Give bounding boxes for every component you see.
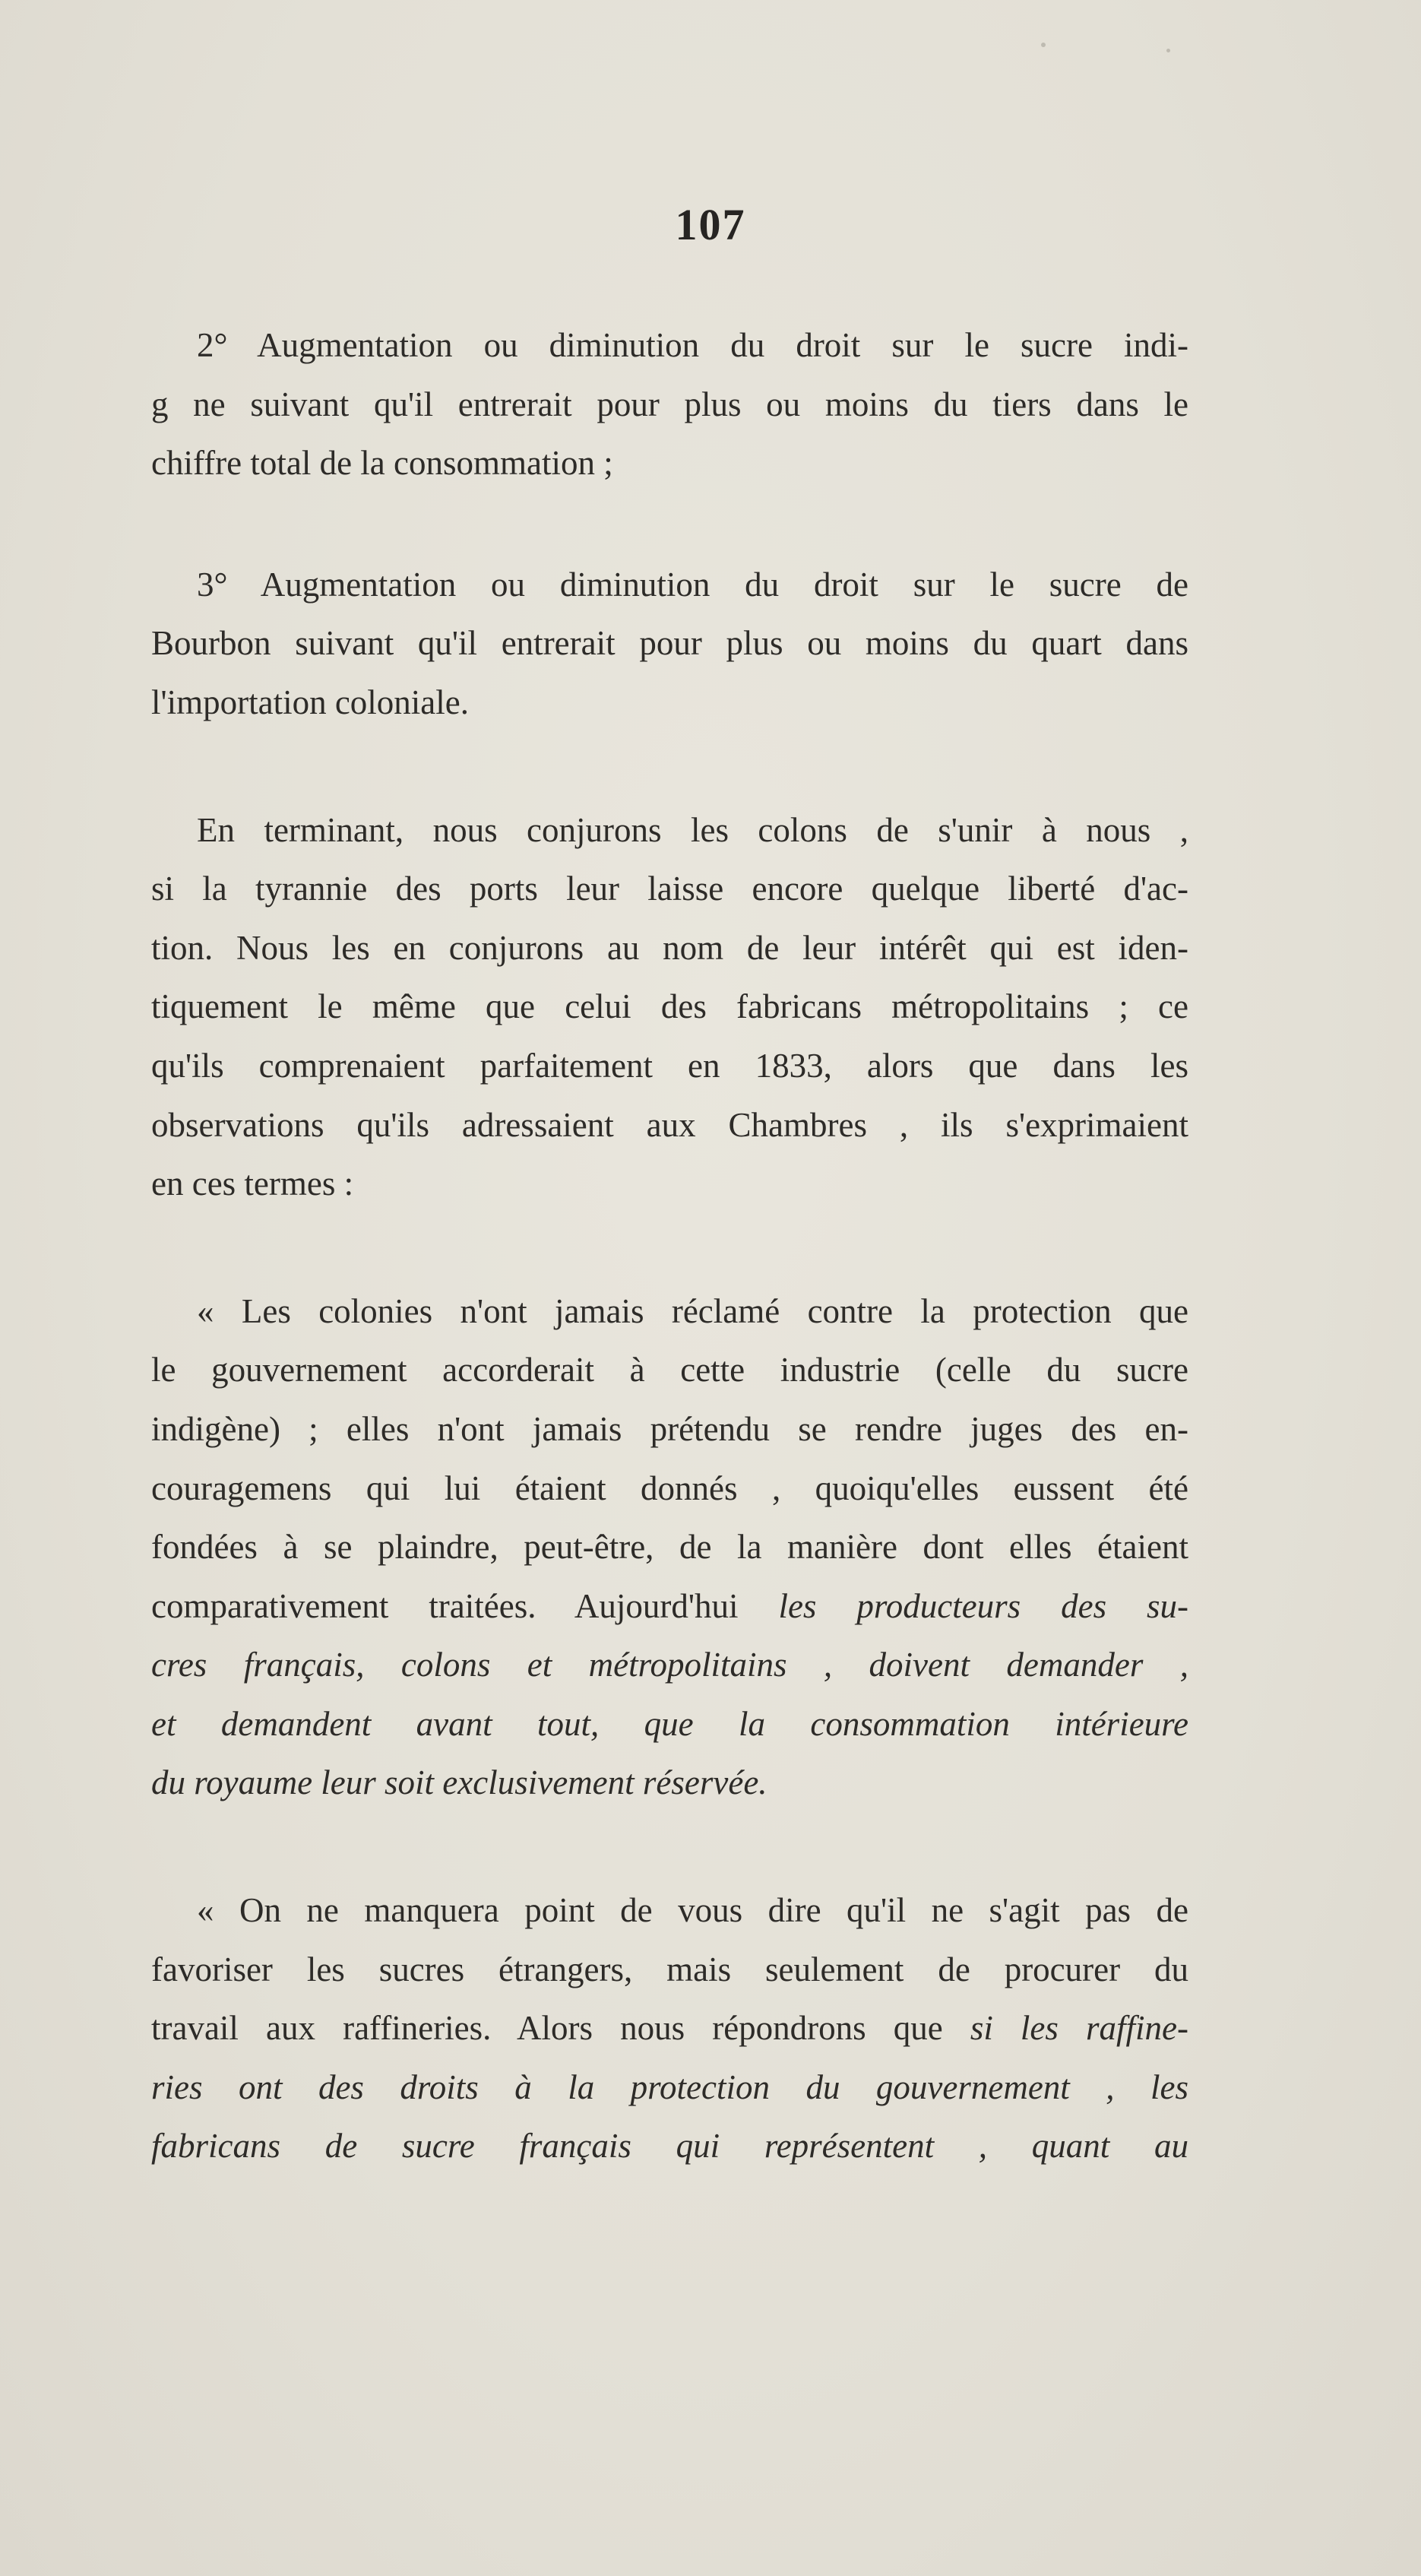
paragraph-3 bbox=[151, 801, 1188, 1214]
text-roman: travail aux raffineries. Alors nous répondrons que bbox=[151, 2009, 970, 2048]
text-line: « Les colonies n'ont jamais réclamé contre la protection que bbox=[197, 1291, 1188, 1330]
paper-speck bbox=[1166, 49, 1170, 52]
text-line: en ces termes : bbox=[151, 1164, 354, 1203]
text-line: chiffre total de la consommation ; bbox=[151, 444, 613, 483]
text-line-italic: fabricans de sucre français qui représentent , quant au bbox=[151, 2127, 1188, 2166]
text-line: Bourbon suivant qu'il entrerait pour plus ou moins du quart dans bbox=[151, 624, 1188, 663]
text-line: favoriser les sucres étrangers, mais seulement de procurer du bbox=[151, 1950, 1188, 1988]
text-line-italic: du royaume leur soit exclusivement réservée. bbox=[151, 1763, 767, 1802]
paragraph-2 bbox=[151, 556, 1188, 733]
text-line: le gouvernement accorderait à cette industrie (celle du sucre bbox=[151, 1351, 1188, 1389]
paper-speck bbox=[1041, 43, 1046, 47]
page-number: 107 bbox=[675, 200, 746, 249]
text-line: tiquement le même que celui des fabricans métropolitains ; ce bbox=[151, 987, 1188, 1026]
text-line: indigène) ; elles n'ont jamais prétendu se rendre juges des en- bbox=[151, 1409, 1188, 1448]
text-line: qu'ils comprenaient parfaitement en 1833, alors que dans les bbox=[151, 1046, 1188, 1085]
text-line: 2° Augmentation ou diminution du droit sur le sucre indi- bbox=[197, 326, 1188, 364]
text-line: « On ne manquera point de vous dire qu'il ne s'agit pas de bbox=[197, 1891, 1188, 1930]
text-line: si la tyrannie des ports leur laisse encore quelque liberté d'ac- bbox=[151, 870, 1188, 908]
text-line: fondées à se plaindre, peut-être, de la manière dont elles étaient bbox=[151, 1528, 1188, 1567]
body-text bbox=[151, 316, 1188, 2176]
paragraph-5-quotation bbox=[151, 1881, 1188, 2176]
text-roman: comparativement traitées. Aujourd'hui bbox=[151, 1586, 779, 1625]
text-italic: si les raffine- bbox=[970, 2009, 1188, 2048]
text-line-italic: ries ont des droits à la protection du gouvernement , les bbox=[151, 2067, 1188, 2106]
text-line: 3° Augmentation ou diminution du droit sur le sucre de bbox=[197, 565, 1188, 604]
text-line-italic: et demandent avant tout, que la consommation intérieure bbox=[151, 1704, 1188, 1743]
paragraph-1 bbox=[151, 316, 1188, 493]
text-line: observations qu'ils adressaient aux Chambres , ils s'exprimaient bbox=[151, 1105, 1188, 1144]
text-line: l'importation coloniale. bbox=[151, 683, 470, 721]
text-line-mixed bbox=[151, 1999, 1188, 2058]
text-line: couragemens qui lui étaient donnés , quoiqu'elles eussent été bbox=[151, 1469, 1188, 1507]
text-line: g ne suivant qu'il entrerait pour plus ou moins du tiers dans le bbox=[151, 385, 1188, 423]
text-italic: les producteurs des su- bbox=[778, 1586, 1188, 1625]
text-line: En terminant, nous conjurons les colons de s'unir à nous , bbox=[197, 810, 1188, 849]
text-line-mixed bbox=[151, 1577, 1188, 1637]
text-line-italic: cres français, colons et métropolitains , doivent demander , bbox=[151, 1646, 1188, 1684]
text-line: tion. Nous les en conjurons au nom de leur intérêt qui est iden- bbox=[151, 928, 1188, 967]
paragraph-4-quotation bbox=[151, 1282, 1188, 1813]
